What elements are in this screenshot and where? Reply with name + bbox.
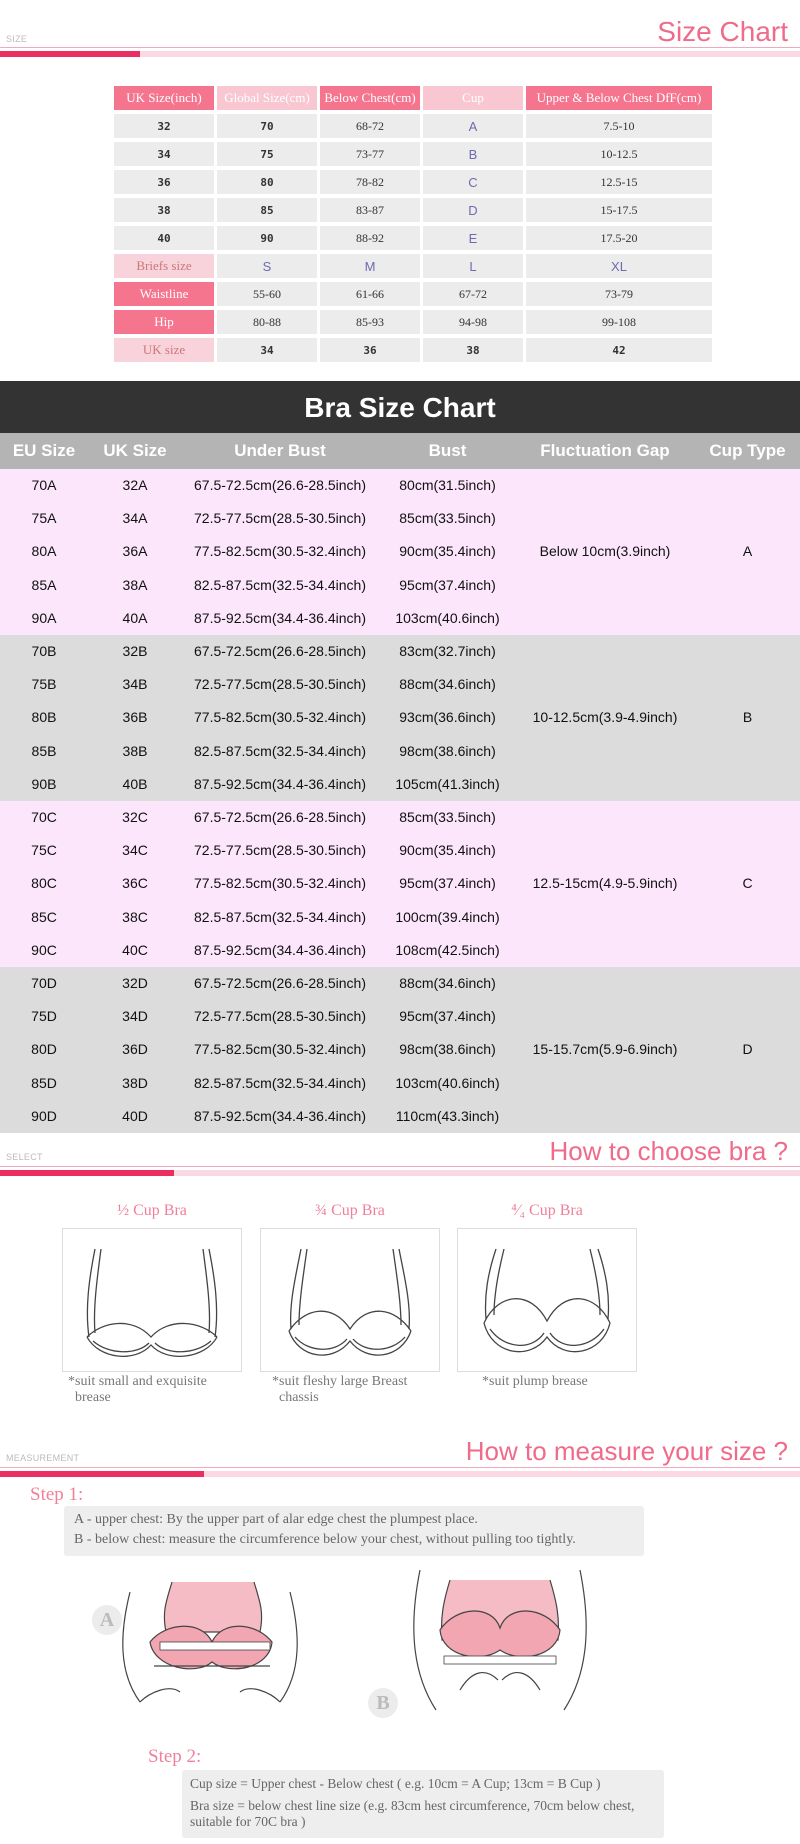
bust-cell: 110cm(43.3inch)	[395, 1107, 500, 1124]
bust-cell: 88cm(34.6inch)	[399, 975, 496, 991]
cell: L	[423, 254, 523, 278]
bust-cell: 95cm(37.4inch)	[399, 1008, 496, 1025]
cell: E	[423, 226, 523, 250]
bust-cell: 100cm(39.4inch)	[395, 908, 500, 925]
eu-size-cell: 85A	[31, 576, 57, 593]
eu-size-cell: 90A	[31, 609, 57, 626]
eu-size-cell: 70D	[31, 975, 57, 991]
table-row	[0, 668, 800, 701]
cell: 94-98	[423, 310, 523, 334]
bra-size-formula: Bra size = below chest line size (e.g. 83cm hest circumference, 70cm below chest, suitable for 70C bra )	[190, 1798, 635, 1829]
eu-size-cell: 85D	[31, 1074, 57, 1091]
note-text: *suit fleshy large Breast chassis	[272, 1374, 408, 1405]
table-row	[0, 901, 800, 934]
bust-cell: 88cm(34.6inch)	[399, 676, 496, 693]
cell: 73-79	[526, 282, 712, 306]
step-1-label: Step 1:	[30, 1484, 84, 1505]
under-bust-cell: 67.5-72.5cm(26.6-28.5inch)	[194, 477, 366, 493]
under-bust-cell: 72.5-77.5cm(28.5-30.5inch)	[194, 842, 366, 859]
table-row	[114, 226, 712, 250]
cell: 36	[114, 170, 214, 194]
header-below-chest: Below Chest(cm)	[320, 86, 420, 110]
uk-size-cell: 38D	[122, 1074, 148, 1091]
briefs-label: Briefs size	[114, 254, 214, 278]
uk-size-cell: 38A	[122, 576, 148, 593]
bust-cell: 95cm(37.4inch)	[399, 576, 496, 593]
card-note-half-cup	[68, 1374, 207, 1406]
cell: C	[423, 170, 523, 194]
eu-size-cell: 80D	[31, 1041, 57, 1058]
cell: 42	[526, 338, 712, 362]
cell: D	[423, 198, 523, 222]
bust-cell: 80cm(31.5inch)	[399, 477, 496, 493]
table-row	[0, 801, 800, 834]
eu-size-cell: 90D	[31, 1107, 57, 1124]
table-row-waist	[114, 282, 712, 306]
cell: XL	[526, 254, 712, 278]
accent-bar-light	[174, 1170, 800, 1176]
uk-size-cell: 36B	[122, 709, 148, 726]
card-note-full-cup	[482, 1374, 588, 1390]
cell: 38	[423, 338, 523, 362]
table-row	[0, 635, 800, 668]
under-bust-cell: 67.5-72.5cm(26.6-28.5inch)	[194, 643, 366, 659]
header-under-bust: Under Bust	[234, 441, 326, 460]
cup-type-cell: B	[742, 709, 753, 725]
eu-size-cell: 90C	[31, 941, 57, 958]
below-chest-instruction: B - below chest: measure the circumference below your chest, without pulling too tightly.	[74, 1532, 576, 1547]
eu-size-cell: 75C	[31, 842, 57, 859]
cell: 88-92	[320, 226, 420, 250]
cell: 7.5-10	[526, 114, 712, 138]
table-row	[0, 834, 800, 867]
table-row	[114, 198, 712, 222]
cup-size-formula: Cup size = Upper chest - Below chest ( e.g. 10cm = A Cup; 13cm = B Cup )	[190, 1776, 601, 1791]
bust-cell: 98cm(38.6inch)	[399, 1041, 496, 1058]
bust-cell: 90cm(35.4inch)	[399, 543, 496, 560]
cell: 40	[114, 226, 214, 250]
eu-size-cell: 70B	[31, 643, 57, 659]
table-row-briefs	[114, 254, 712, 278]
cell: S	[217, 254, 317, 278]
uk-label: UK size	[114, 338, 214, 362]
cell: B	[423, 142, 523, 166]
badge-a: A	[92, 1605, 122, 1635]
card-title-full-cup: ⁴⁄₄ Cup Bra	[511, 1202, 583, 1219]
step-1-instructions	[64, 1506, 644, 1556]
accent-bar	[0, 51, 140, 57]
cell: A	[423, 114, 523, 138]
under-bust-cell: 87.5-92.5cm(34.4-36.4inch)	[194, 609, 366, 626]
bust-cell: 103cm(40.6inch)	[395, 1074, 500, 1091]
cell: 85-93	[320, 310, 420, 334]
bra-chart-header	[0, 433, 800, 469]
uk-size-cell: 32A	[122, 477, 148, 493]
cell: 70	[217, 114, 317, 138]
table-row	[114, 114, 712, 138]
accent-bar-light	[140, 51, 800, 57]
under-bust-cell: 82.5-87.5cm(32.5-34.4inch)	[194, 908, 366, 925]
table-row	[0, 1067, 800, 1100]
cell: 36	[320, 338, 420, 362]
cell: 17.5-20	[526, 226, 712, 250]
cell: 32	[114, 114, 214, 138]
cell: 15-17.5	[526, 198, 712, 222]
table-row	[114, 170, 712, 194]
cell: M	[320, 254, 420, 278]
cell: 61-66	[320, 282, 420, 306]
size-table-header	[114, 86, 712, 110]
cup-type-cell: C	[742, 875, 753, 891]
cup-group-c	[0, 801, 800, 967]
uk-size-cell: 34C	[122, 842, 148, 859]
bra-illustration-icon	[261, 1229, 439, 1371]
bust-cell: 95cm(37.4inch)	[399, 875, 496, 892]
eu-size-cell: 70C	[31, 809, 57, 825]
table-row	[0, 1100, 800, 1133]
under-bust-cell: 67.5-72.5cm(26.6-28.5inch)	[194, 809, 366, 825]
under-bust-cell: 77.5-82.5cm(30.5-32.4inch)	[194, 543, 366, 560]
header-cup: Cup	[423, 86, 523, 110]
size-table	[111, 82, 715, 366]
table-row	[0, 602, 800, 635]
eu-size-cell: 70A	[31, 477, 57, 493]
under-bust-cell: 87.5-92.5cm(34.4-36.4inch)	[194, 1107, 366, 1124]
table-row	[0, 569, 800, 602]
under-bust-cell: 72.5-77.5cm(28.5-30.5inch)	[194, 510, 366, 527]
step-2-instructions	[182, 1770, 664, 1838]
cup-group-b	[0, 635, 800, 801]
header-global-size: Global Size(cm)	[217, 86, 317, 110]
cup-group-d	[0, 967, 800, 1133]
cup-group-a	[0, 469, 800, 635]
fluctuation-gap-cell: Below 10cm(3.9inch)	[539, 543, 671, 559]
card-title-three-quarter-cup: ¾ Cup Bra	[315, 1202, 385, 1219]
under-bust-cell: 87.5-92.5cm(34.4-36.4inch)	[194, 775, 366, 792]
cell: 12.5-15	[526, 170, 712, 194]
table-row	[0, 735, 800, 768]
table-row	[0, 1000, 800, 1033]
cell: 85	[217, 198, 317, 222]
uk-size-cell: 36D	[122, 1041, 148, 1058]
cell: 90	[217, 226, 317, 250]
under-bust-cell: 77.5-82.5cm(30.5-32.4inch)	[194, 875, 366, 892]
divider-line	[0, 1467, 800, 1468]
accent-bar	[0, 1170, 174, 1176]
fluctuation-gap-cell: 12.5-15cm(4.9-5.9inch)	[532, 875, 678, 891]
badge-b: B	[368, 1688, 398, 1718]
uk-size-cell: 38B	[122, 742, 148, 759]
cell: 38	[114, 198, 214, 222]
accent-bar-light	[204, 1471, 800, 1477]
eu-size-cell: 80B	[31, 709, 57, 726]
fluctuation-gap-cell: 15-15.7cm(5.9-6.9inch)	[532, 1041, 678, 1057]
cell: 34	[114, 142, 214, 166]
header-diff: Upper & Below Chest DfF(cm)	[526, 86, 712, 110]
measure-title: How to measure your size ?	[465, 1436, 788, 1466]
eu-size-cell: 75D	[31, 1008, 57, 1025]
bust-cell: 85cm(33.5inch)	[399, 510, 496, 527]
uk-size-cell: 40A	[122, 609, 148, 626]
under-bust-cell: 72.5-77.5cm(28.5-30.5inch)	[194, 676, 366, 693]
note-text: *suit plump brease	[482, 1374, 588, 1389]
section-label-measurement: MEASUREMENT	[6, 1453, 80, 1463]
uk-size-cell: 40B	[122, 775, 148, 792]
cell: 83-87	[320, 198, 420, 222]
table-row-hip	[114, 310, 712, 334]
three-quarter-cup-bra-image	[260, 1228, 440, 1372]
divider-line	[0, 47, 800, 48]
hip-label: Hip	[114, 310, 214, 334]
full-cup-bra-image	[457, 1228, 637, 1372]
card-note-three-quarter-cup	[272, 1374, 407, 1406]
bust-cell: 105cm(41.3inch)	[395, 775, 500, 792]
size-chart-title: Size Chart	[657, 16, 788, 47]
cell: 10-12.5	[526, 142, 712, 166]
bust-cell: 83cm(32.7inch)	[399, 643, 496, 659]
eu-size-cell: 80C	[31, 875, 57, 892]
cup-type-cell: A	[742, 543, 753, 559]
eu-size-cell: 90B	[31, 775, 57, 792]
measure-upper-chest-illustration-icon	[110, 1572, 310, 1732]
under-bust-cell: 67.5-72.5cm(26.6-28.5inch)	[194, 975, 366, 991]
uk-size-cell: 34B	[122, 676, 148, 693]
step-2-label: Step 2:	[148, 1746, 202, 1767]
cup-type-cell: D	[742, 1041, 753, 1057]
eu-size-cell: 75A	[31, 510, 57, 527]
bra-size-chart-title: Bra Size Chart	[0, 381, 800, 433]
cell: 55-60	[217, 282, 317, 306]
bust-cell: 93cm(36.6inch)	[399, 709, 496, 726]
under-bust-cell: 72.5-77.5cm(28.5-30.5inch)	[194, 1008, 366, 1025]
under-bust-cell: 77.5-82.5cm(30.5-32.4inch)	[194, 709, 366, 726]
bust-cell: 85cm(33.5inch)	[399, 809, 496, 825]
bust-cell: 108cm(42.5inch)	[395, 941, 500, 958]
uk-size-cell: 40D	[122, 1107, 148, 1124]
table-row	[0, 967, 800, 1000]
uk-size-cell: 38C	[122, 908, 148, 925]
header-bust: Bust	[428, 441, 467, 460]
under-bust-cell: 87.5-92.5cm(34.4-36.4inch)	[194, 941, 366, 958]
waist-label: Waistline	[114, 282, 214, 306]
cell: 80-88	[217, 310, 317, 334]
uk-size-cell: 32D	[122, 975, 148, 991]
uk-size-cell: 36A	[122, 543, 148, 560]
cell: 34	[217, 338, 317, 362]
under-bust-cell: 77.5-82.5cm(30.5-32.4inch)	[194, 1041, 366, 1058]
eu-size-cell: 85B	[31, 742, 57, 759]
uk-size-cell: 32C	[122, 809, 148, 825]
bust-cell: 98cm(38.6inch)	[399, 742, 496, 759]
cell: 99-108	[526, 310, 712, 334]
section-label-select: SELECT	[6, 1152, 43, 1162]
section-label-size: SIZE	[6, 34, 28, 44]
uk-size-cell: 36C	[122, 875, 148, 892]
cell: 75	[217, 142, 317, 166]
choose-bra-title: How to choose bra ?	[549, 1136, 788, 1166]
fluctuation-gap-cell: 10-12.5cm(3.9-4.9inch)	[532, 709, 678, 725]
bust-cell: 90cm(35.4inch)	[399, 842, 496, 859]
bra-illustration-icon	[63, 1229, 241, 1371]
uk-size-cell: 40C	[122, 941, 148, 958]
half-cup-bra-image	[62, 1228, 242, 1372]
eu-size-cell: 80A	[31, 543, 57, 560]
table-row	[0, 768, 800, 801]
table-row	[114, 142, 712, 166]
under-bust-cell: 82.5-87.5cm(32.5-34.4inch)	[194, 1074, 366, 1091]
accent-bar	[0, 1471, 204, 1477]
uk-size-cell: 32B	[122, 643, 148, 659]
table-row	[0, 934, 800, 967]
cell: 80	[217, 170, 317, 194]
eu-size-cell: 75B	[31, 676, 57, 693]
bra-illustration-icon	[458, 1229, 636, 1371]
card-title-half-cup: ½ Cup Bra	[117, 1202, 187, 1219]
eu-size-cell: 85C	[31, 908, 57, 925]
header-fluctuation-gap: Fluctuation Gap	[540, 441, 670, 460]
table-row-uk	[114, 338, 712, 362]
header-eu-size: EU Size	[12, 441, 76, 460]
cell: 73-77	[320, 142, 420, 166]
upper-chest-instruction: A - upper chest: By the upper part of alar edge chest the plumpest place.	[74, 1512, 478, 1527]
under-bust-cell: 82.5-87.5cm(32.5-34.4inch)	[194, 576, 366, 593]
measure-below-chest-illustration-icon	[400, 1560, 600, 1730]
table-row	[0, 502, 800, 535]
uk-size-cell: 34A	[122, 510, 148, 527]
table-row	[0, 469, 800, 502]
header-cup-type: Cup Type	[709, 441, 786, 460]
divider-line	[0, 1166, 800, 1167]
bust-cell: 103cm(40.6inch)	[395, 609, 500, 626]
note-text: *suit small and exquisite brease	[68, 1374, 207, 1405]
under-bust-cell: 82.5-87.5cm(32.5-34.4inch)	[194, 742, 366, 759]
uk-size-cell: 34D	[122, 1008, 148, 1025]
cell: 67-72	[423, 282, 523, 306]
header-uk-size: UK Size	[103, 441, 167, 460]
header-uk-size: UK Size(inch)	[114, 86, 214, 110]
cell: 68-72	[320, 114, 420, 138]
cell: 78-82	[320, 170, 420, 194]
